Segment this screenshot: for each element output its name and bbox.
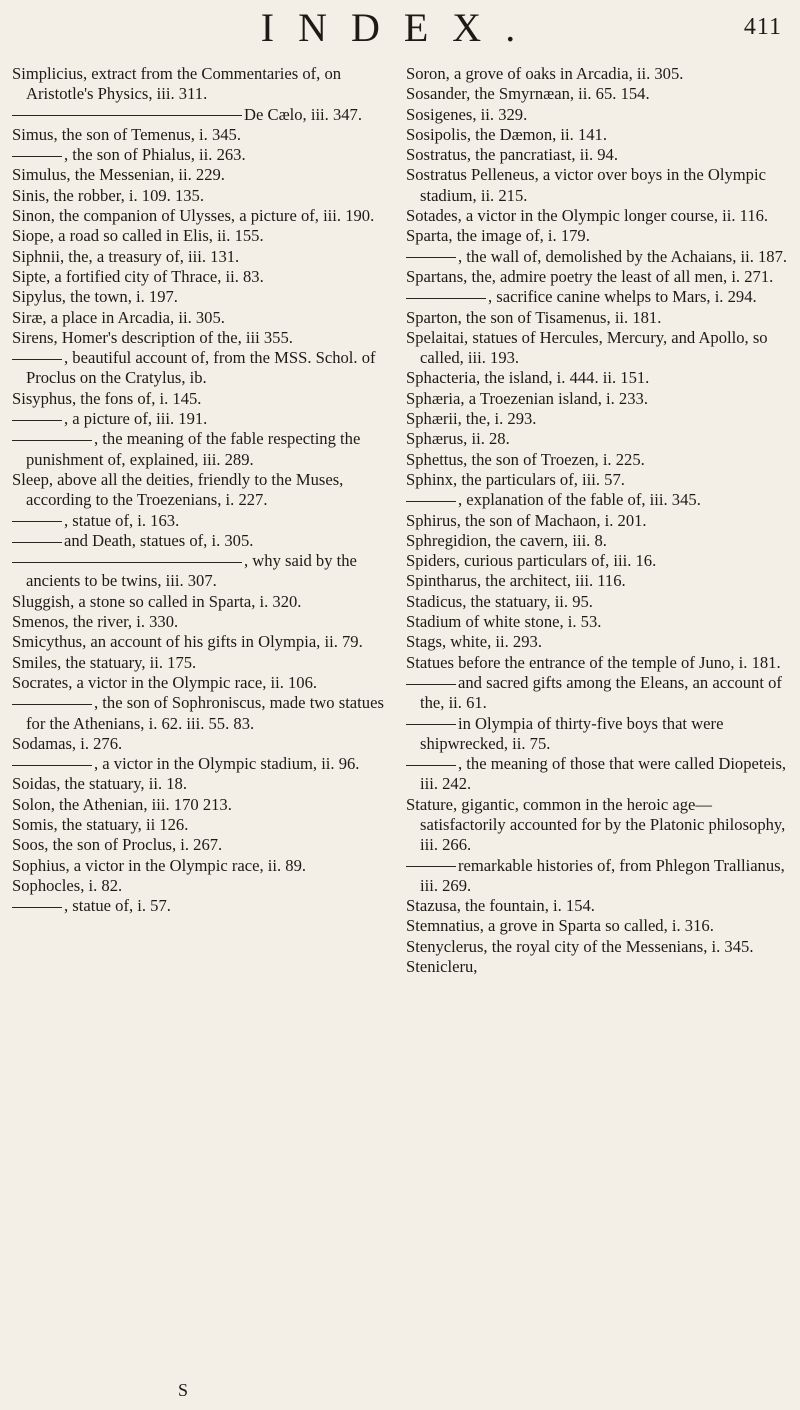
index-entry-text: Sosander, the Smyrnæan, ii. 65. 154.	[406, 84, 650, 104]
index-entry	[406, 531, 790, 551]
index-entry	[12, 429, 390, 470]
index-entry-text: Stadicus, the statuary, ii. 95.	[406, 591, 593, 611]
index-entry	[12, 795, 390, 815]
index-entry	[406, 856, 790, 897]
index-entry-text: Sophocles, i. 82.	[12, 875, 123, 895]
index-entry-text: , the son of Phialus, ii. 263.	[64, 145, 246, 165]
index-entry-text: De Cælo, iii. 347.	[244, 104, 363, 124]
index-entry-text: Sphærii, the, i. 293.	[406, 409, 537, 429]
index-entry	[406, 328, 790, 369]
index-entry-text: Spiders, curious particulars of, iii. 16.	[406, 551, 657, 571]
index-entry-text: Stadium of white stone, i. 53.	[406, 612, 602, 632]
index-entry-text: Spelaitai, statues of Hercules, Mercury, and Apollo, so called, iii. 193.	[406, 327, 768, 368]
index-entry	[12, 328, 390, 348]
index-entry-text: Soos, the son of Proclus, i. 267.	[12, 835, 223, 855]
index-entry-text: , statue of, i. 57.	[64, 896, 171, 916]
index-entry	[406, 409, 790, 429]
index-entry	[12, 835, 390, 855]
index-entry	[12, 754, 390, 774]
index-entry	[406, 267, 790, 287]
index-entry	[12, 247, 390, 267]
index-entry-text: , explanation of the fable of, iii. 345.	[458, 490, 701, 510]
index-entry	[406, 450, 790, 470]
index-entry	[12, 592, 390, 612]
index-entry-text: remarkable histories of, from Phlegon Trallianus, iii. 269.	[420, 855, 785, 895]
index-entry	[406, 490, 790, 510]
index-entry	[406, 145, 790, 165]
index-entry-text: , why said by the ancients to be twins, iii. 307.	[26, 551, 357, 591]
index-entry-text: Sisyphus, the fons of, i. 145.	[12, 388, 202, 408]
index-entry-text: Stenicleru,	[406, 957, 478, 977]
index-entry	[406, 632, 790, 652]
page-header	[0, 0, 800, 54]
index-entry-text: Sosigenes, ii. 329.	[406, 104, 528, 124]
index-entry-text: Sphacteria, the island, i. 444. ii. 151.	[406, 368, 650, 388]
index-entry-text: Sinis, the robber, i. 109. 135.	[12, 185, 204, 205]
index-entry	[12, 470, 390, 511]
signature-mark: S	[178, 1380, 189, 1400]
index-entry-text: Sphettus, the son of Troezen, i. 225.	[406, 449, 645, 469]
index-entry-text: Simus, the son of Temenus, i. 345.	[12, 124, 241, 144]
index-entry	[12, 612, 390, 632]
index-entry-text: Spintharus, the architect, iii. 116.	[406, 571, 626, 591]
index-entry	[12, 105, 390, 125]
index-entry	[406, 206, 790, 226]
index-entry	[12, 145, 390, 165]
index-entry-text: Siræ, a place in Arcadia, ii. 305.	[12, 307, 225, 327]
index-entry-text: Simplicius, extract from the Commentaries of, on Aristotle's Physics, iii. 311.	[12, 64, 342, 104]
index-entry	[406, 511, 790, 531]
index-entry-text: , statue of, i. 163.	[64, 510, 180, 530]
index-entry-text: , the meaning of the fable respecting the punishment of, explained, iii. 289.	[26, 429, 361, 469]
index-entry-text: , the wall of, demolished by the Achaians, ii. 187.	[458, 246, 788, 266]
index-entry	[12, 308, 390, 328]
index-entry	[12, 389, 390, 409]
index-entry-text: Sophius, a victor in the Olympic race, ii. 89.	[12, 855, 307, 875]
index-entry	[406, 105, 790, 125]
index-entry	[406, 368, 790, 388]
index-entry-text: Sphærus, ii. 28.	[406, 429, 510, 449]
index-entry-text: and Death, statues of, i. 305.	[64, 530, 254, 550]
ditto-dash	[406, 257, 456, 258]
index-entry-text: Sosipolis, the Dæmon, ii. 141.	[406, 124, 607, 144]
index-entry-text: Sphirus, the son of Machaon, i. 201.	[406, 510, 647, 530]
ditto-dash	[406, 724, 456, 725]
index-entry	[12, 165, 390, 185]
index-entry-text: Sotades, a victor in the Olympic longer course, ii. 116.	[406, 206, 769, 226]
ditto-dash	[12, 156, 62, 157]
index-entry	[12, 348, 390, 389]
index-entry-text: Sodamas, i. 276.	[12, 733, 123, 753]
ditto-dash	[406, 765, 456, 766]
index-entry-text: Stature, gigantic, common in the heroic age—satisfactorily accounted for by the Platonic philosophy, iii. 266.	[406, 794, 786, 855]
index-entry-text: Smenos, the river, i. 330.	[12, 612, 179, 632]
right-column	[406, 64, 790, 977]
ditto-dash	[12, 359, 62, 360]
index-entry	[406, 64, 790, 84]
index-entry	[406, 389, 790, 409]
index-entry-text: Stemnatius, a grove in Sparta so called, i. 316.	[406, 916, 714, 936]
ditto-dash	[12, 542, 62, 543]
ditto-dash	[406, 501, 456, 502]
index-entry-text: Stags, white, ii. 293.	[406, 632, 542, 652]
index-entry	[12, 896, 390, 916]
index-entry-text: Somis, the statuary, ii 126.	[12, 814, 189, 834]
index-entry	[406, 84, 790, 104]
index-entry-text: , a picture of, iii. 191.	[64, 409, 208, 429]
index-entry-text: Sparta, the image of, i. 179.	[406, 226, 590, 246]
index-entry-text: Socrates, a victor in the Olympic race, ii. 106.	[12, 672, 318, 692]
index-entry	[406, 308, 790, 328]
index-entry-text: Sirens, Homer's description of the, iii 355.	[12, 327, 293, 347]
index-entry	[12, 267, 390, 287]
index-entry	[406, 937, 790, 957]
page-title: INDEX.	[260, 5, 540, 50]
index-entry	[406, 470, 790, 490]
index-entry	[12, 856, 390, 876]
index-entry-text: Stenyclerus, the royal city of the Messenians, i. 345.	[406, 936, 754, 956]
index-entry	[12, 226, 390, 246]
index-entry	[12, 673, 390, 693]
index-entry	[12, 64, 390, 105]
index-entry-text: Spartans, the, admire poetry the least of all men, i. 271.	[406, 266, 774, 286]
index-entry-text: in Olympia of thirty-five boys that were shipwrecked, ii. 75.	[420, 713, 724, 753]
index-entry-text: Sostratus Pelleneus, a victor over boys in the Olympic stadium, ii. 215.	[406, 165, 766, 205]
index-entry-text: Soron, a grove of oaks in Arcadia, ii. 305.	[406, 64, 684, 83]
ditto-dash	[12, 704, 92, 705]
index-entry	[12, 511, 390, 531]
index-entry-text: , sacrifice canine whelps to Mars, i. 294.	[488, 287, 757, 307]
ditto-dash	[12, 420, 62, 421]
index-entry	[12, 531, 390, 551]
index-entry	[406, 957, 790, 977]
index-entry-text: Sphinx, the particulars of, iii. 57.	[406, 469, 625, 489]
index-entry	[12, 287, 390, 307]
index-entry-text: Sinon, the companion of Ulysses, a picture of, iii. 190.	[12, 206, 375, 226]
ditto-dash	[12, 765, 92, 766]
ditto-dash	[12, 521, 62, 522]
index-entry	[12, 815, 390, 835]
ditto-dash	[12, 440, 92, 441]
index-entry-text: , the meaning of those that were called Diopeteis, iii. 242.	[420, 754, 787, 794]
index-entry-text: Sparton, the son of Tisamenus, ii. 181.	[406, 307, 662, 327]
index-entry-text: Simulus, the Messenian, ii. 229.	[12, 165, 225, 185]
index-entry	[406, 226, 790, 246]
index-entry	[406, 714, 790, 755]
index-entry-text: Sluggish, a stone so called in Sparta, i. 320.	[12, 591, 302, 611]
page-number: 411	[743, 14, 782, 40]
index-entry-text: Sipylus, the town, i. 197.	[12, 287, 178, 307]
index-entry-text: , the son of Sophroniscus, made two statues for the Athenians, i. 62. iii. 55. 83.	[26, 693, 384, 733]
left-column	[12, 64, 390, 916]
index-entry-text: Soidas, the statuary, ii. 18.	[12, 774, 187, 794]
ditto-dash	[12, 562, 242, 563]
index-entry	[12, 409, 390, 429]
ditto-dash	[406, 684, 456, 685]
index-entry	[12, 125, 390, 145]
index-entry-text: Smicythus, an account of his gifts in Olympia, ii. 79.	[12, 632, 363, 652]
index-entry	[12, 774, 390, 794]
ditto-dash	[12, 907, 62, 908]
index-entry-text: Smiles, the statuary, ii. 175.	[12, 652, 197, 672]
index-entry-text: Sphæria, a Troezenian island, i. 233.	[406, 388, 648, 408]
index-entry-text: , a victor in the Olympic stadium, ii. 96.	[94, 754, 360, 774]
index-entry	[12, 186, 390, 206]
index-entry-text: Statues before the entrance of the temple of Juno, i. 181.	[406, 652, 781, 672]
index-entry	[406, 592, 790, 612]
index-entry-text: Stazusa, the fountain, i. 154.	[406, 896, 595, 916]
index-entry-text: , beautiful account of, from the MSS. Schol. of Proclus on the Cratylus, ib.	[26, 348, 376, 388]
index-entry	[12, 876, 390, 896]
index-entry-text: Sostratus, the pancratiast, ii. 94.	[406, 145, 618, 165]
index-entry	[406, 673, 790, 714]
index-entry	[406, 165, 790, 206]
ditto-dash	[12, 115, 242, 116]
index-entry	[406, 429, 790, 449]
index-entry	[12, 632, 390, 652]
index-entry-text: Sleep, above all the deities, friendly to the Muses, according to the Troezenians, i. 227.	[12, 469, 344, 510]
index-entry	[12, 206, 390, 226]
index-entry	[406, 612, 790, 632]
index-entry	[406, 125, 790, 145]
index-entry	[406, 551, 790, 571]
index-entry	[12, 734, 390, 754]
index-entry-text: Sphregidion, the cavern, iii. 8.	[406, 530, 607, 550]
index-entry	[406, 571, 790, 591]
index-entry	[406, 653, 790, 673]
index-entry	[12, 551, 390, 592]
index-entry	[406, 287, 790, 307]
index-entry	[12, 693, 390, 734]
index-entry-text: Solon, the Athenian, iii. 170 213.	[12, 794, 232, 814]
index-entry	[406, 795, 790, 856]
ditto-dash	[406, 298, 486, 299]
index-entry	[406, 916, 790, 936]
index-entry	[406, 754, 790, 795]
index-entry-text: Siphnii, the, a treasury of, iii. 131.	[12, 246, 240, 266]
index-entry	[12, 653, 390, 673]
ditto-dash	[406, 866, 456, 867]
index-entry	[406, 247, 790, 267]
index-entry-text: Sipte, a fortified city of Thrace, ii. 83.	[12, 266, 264, 286]
index-entry	[406, 896, 790, 916]
index-entry-text: and sacred gifts among the Eleans, an account of the, ii. 61.	[420, 672, 782, 713]
index-entry-text: Siope, a road so called in Elis, ii. 155.	[12, 226, 264, 246]
